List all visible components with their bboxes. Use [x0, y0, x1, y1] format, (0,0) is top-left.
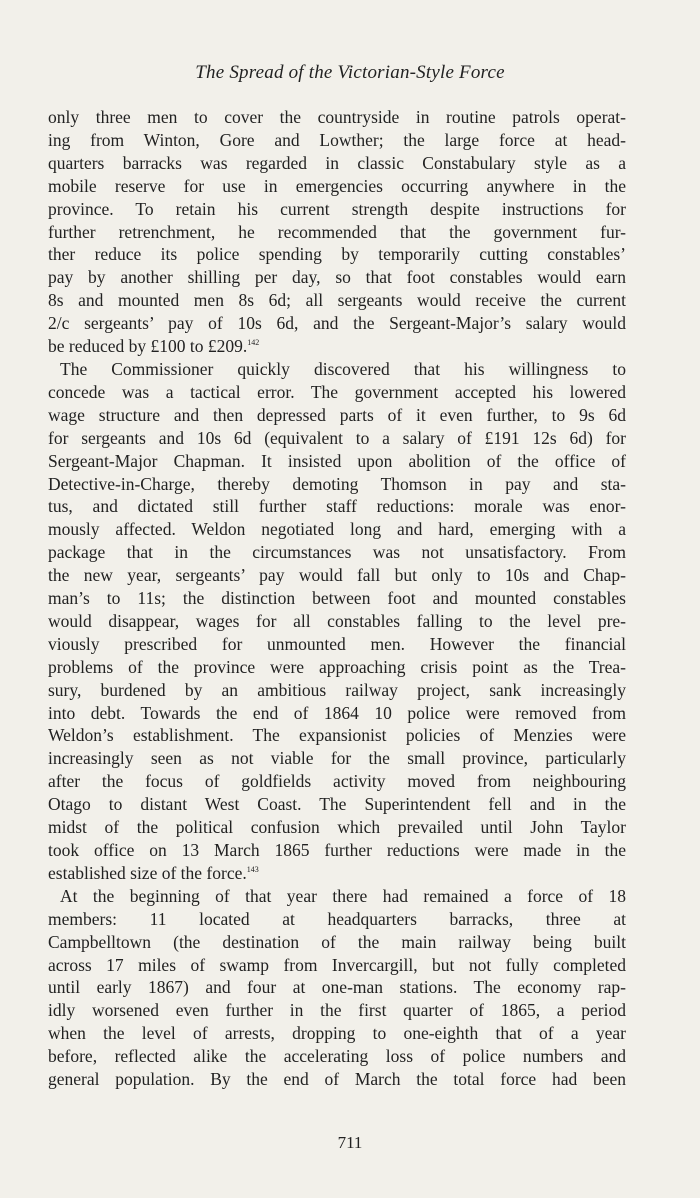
text-line: increasingly seen as not viable for the small province, particularly	[48, 748, 626, 769]
text-line: concede was a tactical error. The government accepted his lowered	[48, 381, 626, 402]
paragraph-2	[48, 358, 626, 885]
body-text	[48, 106, 626, 1091]
text-line-content: be reduced by £100 to £209.	[48, 336, 248, 357]
text-line: The Commissioner quickly discovered that his willingness to	[60, 358, 626, 379]
footnote-ref: 142	[247, 338, 260, 348]
text-line: mobile reserve for use in emergencies occurring anywhere in the	[48, 175, 626, 196]
text-line: problems of the province were approaching crisis point as the Trea-	[48, 656, 626, 677]
text-line: At the beginning of that year there had remained a force of 18	[60, 885, 626, 906]
text-line: province. To retain his current strength despite instructions for	[48, 198, 626, 219]
text-line	[48, 335, 626, 358]
text-line: into debt. Towards the end of 1864 10 police were removed from	[48, 702, 626, 723]
text-line: took office on 13 March 1865 further reductions were made in the	[48, 840, 626, 860]
text-line: Detective-in-Charge, thereby demoting Thomson in pay and sta-	[48, 473, 626, 494]
text-line: quarters barracks was regarded in classic Constabulary style as a	[48, 152, 626, 173]
text-line: the new year, sergeants’ pay would fall but only to 10s and Chap-	[48, 565, 626, 586]
text-line: Weldon’s establishment. The expansionist policies of Menzies were	[48, 725, 626, 746]
text-line: mously affected. Weldon negotiated long and hard, emerging with a	[48, 519, 626, 540]
text-line: Sergeant-Major Chapman. It insisted upon abolition of the office of	[48, 450, 626, 471]
text-line: until early 1867) and four at one-man stations. The economy rap-	[48, 977, 626, 998]
text-line: general population. By the end of March the total force had been	[48, 1069, 626, 1090]
text-line: sury, burdened by an ambitious railway project, sank increasingly	[48, 679, 626, 700]
text-line: idly worsened even further in the first quarter of 1865, a period	[48, 1000, 626, 1021]
footnote-ref: 143	[246, 864, 259, 874]
text-line: after the focus of goldfields activity moved from neighbouring	[48, 771, 626, 792]
paragraph-1	[48, 106, 626, 358]
text-line: midst of the political confusion which prevailed until John Taylor	[48, 817, 626, 838]
text-line: only three men to cover the countryside in routine patrols operat-	[48, 107, 626, 127]
running-head: The Spread of the Victorian-Style Force	[195, 62, 505, 83]
page-number: 711	[337, 1133, 363, 1152]
text-line: pay by another shilling per day, so that foot constables would earn	[48, 267, 626, 288]
text-line: package that in the circumstances was not unsatisfactory. From	[48, 542, 626, 563]
text-line: 8s and mounted men 8s 6d; all sergeants would receive the current	[48, 290, 626, 311]
text-line: ther reduce its police spending by temporarily cutting constables’	[48, 244, 626, 265]
text-line: would disappear, wages for all constables falling to the level pre-	[48, 610, 626, 631]
text-line: tus, and dictated still further staff reductions: morale was enor-	[48, 496, 626, 517]
paragraph-3	[48, 885, 626, 1091]
text-line: man’s to 11s; the distinction between foot and mounted constables	[48, 588, 626, 609]
text-line: ing from Winton, Gore and Lowther; the large force at head-	[48, 129, 626, 150]
text-line: Otago to distant West Coast. The Superintendent fell and in the	[48, 794, 626, 815]
text-line-content: established size of the force.	[48, 862, 247, 883]
text-line: when the level of arrests, dropping to one-eighth that of a year	[48, 1023, 626, 1044]
text-line	[48, 862, 626, 885]
text-line: for sergeants and 10s 6d (equivalent to a salary of £191 12s 6d) for	[48, 427, 626, 448]
text-line: viously prescribed for unmounted men. However the financial	[48, 633, 626, 654]
text-line: further retrenchment, he recommended that the government fur-	[48, 221, 626, 242]
text-line: Campbelltown (the destination of the main railway being built	[48, 931, 626, 952]
text-line: wage structure and then depressed parts of it even further, to 9s 6d	[48, 404, 626, 425]
text-line: across 17 miles of swamp from Invercargill, but not fully completed	[48, 954, 626, 975]
text-line: 2/c sergeants’ pay of 10s 6d, and the Sergeant-Major’s salary would	[48, 313, 626, 334]
text-line: before, reflected alike the accelerating loss of police numbers and	[48, 1046, 626, 1067]
text-line: members: 11 located at headquarters barracks, three at	[48, 908, 626, 929]
